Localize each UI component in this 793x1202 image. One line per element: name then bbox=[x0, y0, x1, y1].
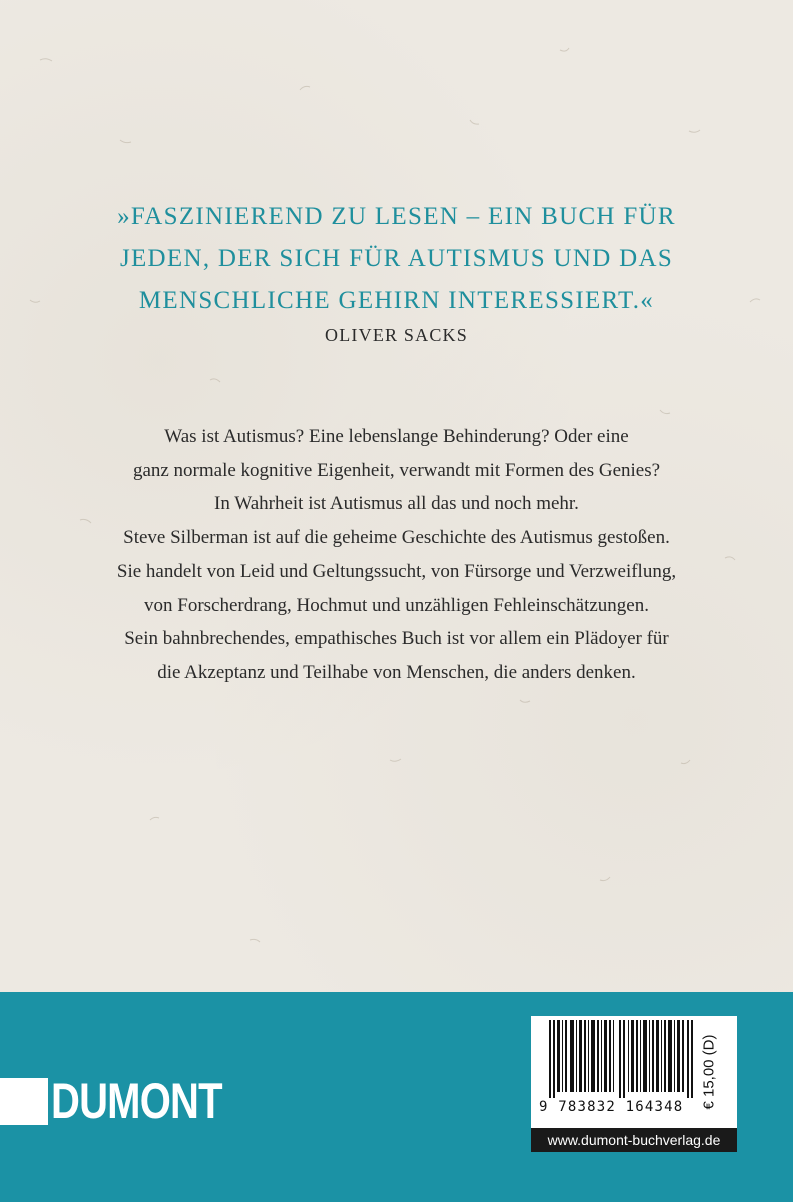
barcode-icon bbox=[549, 1020, 701, 1098]
blurb-line: die Akzeptanz und Teilhabe von Menschen, die anders denken. bbox=[157, 661, 636, 683]
blurb-line: Was ist Autismus? Eine lebenslange Behinderung? Oder eine bbox=[164, 426, 629, 447]
barcode-box bbox=[531, 1016, 737, 1128]
blurb-line: Sie handelt von Leid und Geltungssucht, von Fürsorge und Verzweiflung, bbox=[116, 560, 677, 582]
blurb-line: Sein bahnbrechendes, empathisches Buch ist vor allem ein Plädoyer für bbox=[124, 628, 669, 650]
blurb-line: In Wahrheit ist Autismus all das und noch mehr. bbox=[214, 493, 579, 515]
quote-line: MENSCHLICHE GEHIRN INTERESSIERT.« bbox=[138, 287, 655, 314]
blurb-line: ganz normale kognitive Eigenheit, verwandt mit Formen des Genies? bbox=[132, 459, 661, 481]
quote-line: »FASZINIEREND ZU LESEN – EIN BUCH FÜR bbox=[117, 203, 676, 230]
book-blurb bbox=[60, 420, 733, 690]
footer-band bbox=[0, 992, 793, 1202]
publisher-website: www.dumont-buchverlag.de bbox=[531, 1128, 737, 1152]
blurb-line: Steve Silberman ist auf die geheime Geschichte des Autismus gestoßen. bbox=[123, 527, 670, 549]
quote-author: OLIVER SACKS bbox=[325, 325, 468, 345]
logo-block bbox=[0, 1078, 48, 1125]
blurb-line: von Forscherdrang, Hochmut und unzähligen Fehleinschätzungen. bbox=[144, 594, 649, 616]
isbn-number: 9 783832 164348 bbox=[539, 1099, 684, 1115]
quote-line: JEDEN, DER SICH FÜR AUTISMUS UND DAS bbox=[119, 245, 674, 272]
price-label: € 15,00 (D) bbox=[700, 1034, 718, 1110]
praise-quote bbox=[100, 196, 693, 322]
publisher-logo: DUMONT bbox=[51, 1073, 222, 1129]
